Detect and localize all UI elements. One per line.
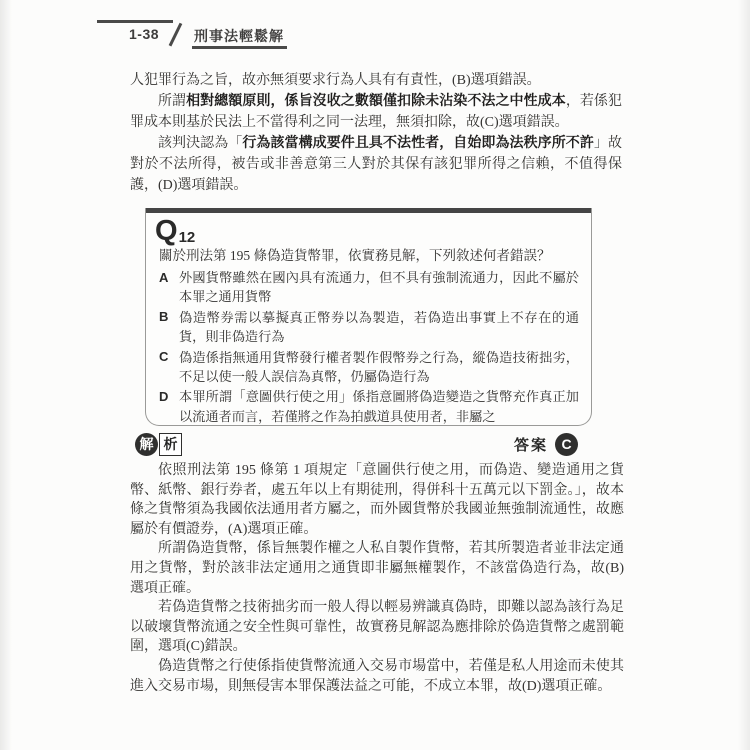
question-box-top-bar — [146, 208, 591, 213]
answer-area — [514, 433, 578, 456]
intro-paragraph-1 — [130, 70, 622, 91]
option-a-label: A — [159, 269, 169, 285]
page-running-head — [97, 19, 397, 49]
analysis-paragraph-4: 偽造貨幣之行使係指使貨幣流通入交易市場當中，若僅是私人用途而未使其進入交易市場，則無侵害本罪保護法益之可能，不成立本罪，故(D)選項正確。 — [130, 658, 624, 694]
option-b — [159, 308, 579, 347]
analysis-paragraph-1: 依照刑法第 195 條第 1 項規定「意圖供行使之用，而偽造、變造通用之貨幣、紙幣、銀行券者，處五年以上有期徒刑，得併科十五萬元以下罰金。」，故本條之貨幣須為我國依法通用者方屬之，而外國貨幣於我國並無強制流通性，故應屬於有價證券，(A)選項正確。 — [130, 463, 624, 537]
answer-letter-badge: C — [555, 433, 578, 456]
analysis-body — [130, 461, 624, 696]
option-b-label: B — [159, 309, 169, 325]
option-c-text: 偽造係指無通用貨幣發行權者製作假幣券之行為，縱偽造技術拙劣，不足以使一般人誤信為真幣，仍屬偽造行為 — [179, 349, 579, 385]
analysis-badge-box: 析 — [159, 433, 182, 456]
intro-paragraph-3 — [130, 133, 622, 196]
analysis-header — [135, 431, 578, 457]
analysis-paragraph-3: 若偽造貨幣之技術拙劣而一般人得以輕易辨識真偽時，即難以認為該行為足以破壞貨幣流通之安全性與可靠性，故實務見解認為應排除於偽造貨幣之處罰範圍，選項(C)錯誤。 — [130, 600, 624, 655]
question-index: 12 — [178, 229, 196, 246]
question-number — [155, 216, 591, 246]
book-title: 刑事法輕鬆解 — [194, 28, 284, 44]
bold-text-segment: 相對總額原則，係旨沒收之數額僅扣除未沾染不法之中性成本 — [186, 94, 566, 109]
page-number: 1-38 — [129, 26, 160, 42]
text-segment: 該判決認為「 — [158, 136, 243, 151]
options-list — [159, 268, 579, 426]
text-segment: 」故對於不法所得，被告或非善意第三人對於其保有該犯罪所得之信賴，不值得保護，(D)選項錯誤。 — [130, 136, 622, 193]
header-bottom-rule — [192, 46, 287, 49]
answer-label: 答案 — [513, 436, 548, 454]
header-top-rule — [97, 20, 173, 23]
option-d-label: D — [159, 388, 169, 404]
option-d — [159, 387, 579, 426]
discussion-continued — [130, 70, 622, 196]
text-segment: 所謂 — [158, 94, 187, 109]
intro-paragraph-2 — [130, 91, 622, 133]
question-q-letter: Q — [155, 215, 178, 247]
option-a-text: 外國貨幣雖然在國內具有流通力，但不具有強制流通力，因此不屬於本罪之通用貨幣 — [179, 270, 579, 305]
option-a — [159, 268, 579, 307]
option-c — [159, 348, 579, 387]
analysis-paragraph-2: 所謂偽造貨幣，係旨無製作權之人私自製作貨幣，若其所製造者並非法定通用之貨幣，對於該非法定通用之通貨即非屬無權製作，不該當偽造行為，故(B)選項正確。 — [130, 541, 624, 596]
bold-text-segment: 行為該當構成要件且具不法性者，自始即為法秩序所不許 — [242, 136, 594, 151]
header-diagonal-divider — [169, 23, 182, 47]
question-box — [145, 208, 592, 426]
analysis-badge — [135, 433, 182, 456]
option-d-text: 本罪所謂「意圖供行使之用」係指意圖將偽造變造之貨幣充作真正加以流通者而言，若僅將之作為拍戲道具使用者，非屬之 — [179, 389, 579, 424]
question-stem: 關於刑法第 195 條偽造貨幣罪，依實務見解，下列敘述何者錯誤？ — [159, 248, 551, 263]
option-c-label: C — [159, 349, 169, 365]
text-segment: 人犯罪行為之旨，故亦無須要求行為人具有有責性，(B)選項錯誤。 — [130, 73, 541, 88]
analysis-badge-circle: 解 — [135, 433, 158, 456]
text-segment: ，若係犯罪成本則基於民法上不當得利之同一法理，無須扣除，故(C)選項錯誤。 — [130, 94, 622, 130]
option-b-text: 偽造幣券需以摹擬真正幣券以為製造，若偽造出事實上不存在的通貨，則非偽造行為 — [179, 309, 579, 345]
